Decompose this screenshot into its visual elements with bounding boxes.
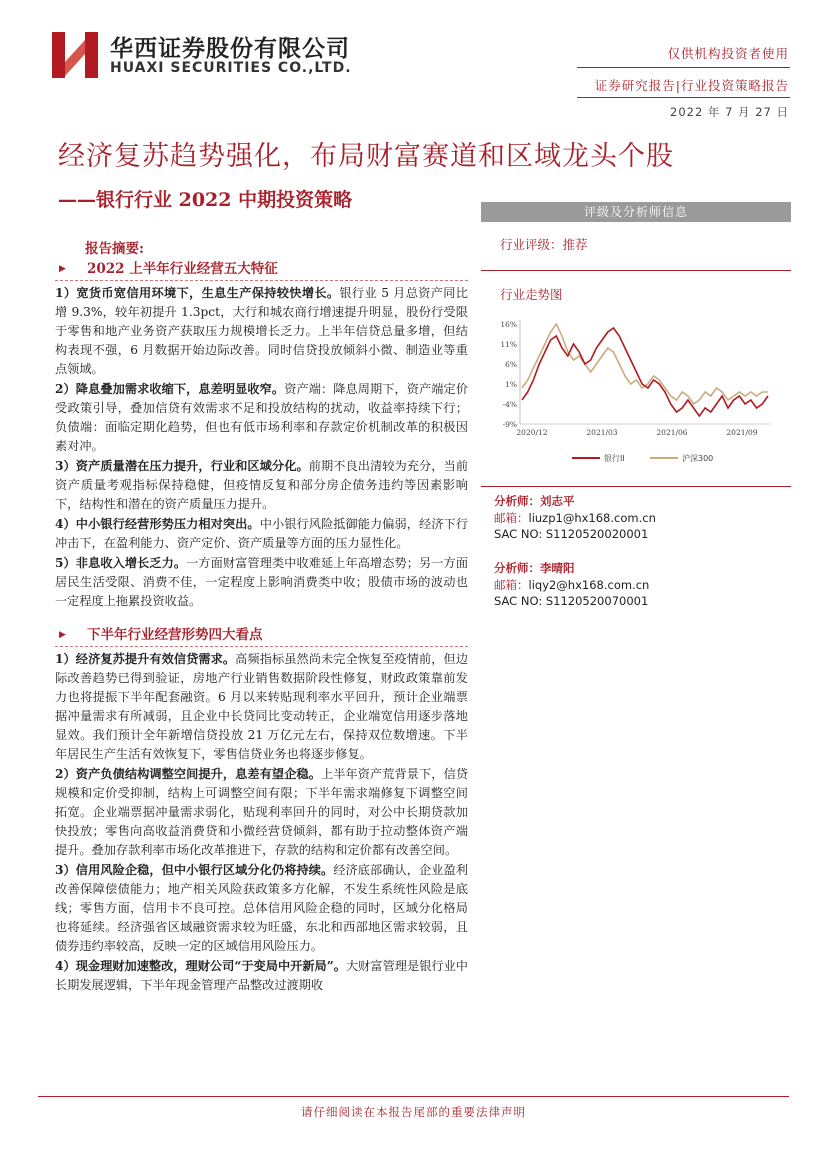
- y-tick-label: 11%: [500, 340, 517, 349]
- header-rule: [577, 67, 790, 68]
- y-tick-label: 1%: [505, 380, 517, 389]
- sub-title: ——银行行业 2022 中期投资策略: [58, 189, 353, 211]
- industry-rating: [500, 235, 588, 253]
- main-title: 经济复苏趋势强化，布局财富赛道和区域龙头个股: [58, 141, 674, 172]
- section-heading: [55, 260, 468, 281]
- x-tick-label: 2020/12: [516, 428, 548, 437]
- summary-column: [55, 240, 468, 996]
- analyst-sac: S1120520070001: [545, 594, 649, 608]
- footer-disclaimer: 请仔细阅读在本报告尾部的重要法律声明: [301, 1105, 526, 1119]
- summary-paragraph: 4）中小银行经营形势压力相对突出。中小银行风险抵御能力偏弱，经济下行冲击下，在盈利能力、资产定价、资产质量等方面的压力显性化。: [55, 517, 469, 550]
- rating-analyst-box: [481, 202, 791, 222]
- email-label: 邮箱：: [494, 577, 529, 592]
- legend-label: 银行II: [604, 454, 625, 463]
- analyst-block: [494, 560, 649, 610]
- series-line: [522, 324, 768, 404]
- legend-label: 沪深300: [682, 454, 714, 463]
- sidebar-rule: [481, 486, 791, 487]
- audience-note: 仅供机构投资者使用: [667, 46, 789, 61]
- summary-paragraph: 4）现金理财加速整改，理财公司“于变局中开新局”。大财富管理是银行业中长期发展逻辑，下半年现金管理产品整改过渡期收: [55, 959, 468, 992]
- trend-chart: [490, 312, 780, 477]
- analyst-label: 分析师：: [494, 494, 540, 508]
- section-heading-text: 2022 上半年行业经营五大特征: [87, 261, 278, 277]
- summary-paragraph: 1）宽货币宽信用环境下，生息生产保持较快增长。银行业 5 月总资产同比增 9.3%，较年初提升 1.3pct，大行和城农商行增速提升明显，股份行受限于零售和地产业务资产获取压力规模增长乏力。上半年信贷总量多增，但结构表现不强，6 月数据开始边际改善。同时信贷投放倾斜小微、制造业等重点领域。: [55, 286, 468, 376]
- analyst-name: 刘志平: [540, 494, 575, 508]
- summary-paragraph: 3）信用风险企稳，但中小银行区域分化仍将持续。经济底部确认，企业盈利改善保障偿债能力；地产相关风险获政策多方化解，不发生系统性风险是底线；零售方面，信用卡不良可控。总体信用风险企稳的同时，区域分化格局也将延续。经济强省区域融资需求较为旺盛，东北和西部地区需求较弱，且债券违约率较高，反映一定的区域信用风险压力。: [55, 863, 469, 953]
- trend-chart-label: 行业走势图: [500, 287, 563, 302]
- rating-value: 推荐: [562, 237, 588, 252]
- y-tick-label: 6%: [505, 360, 517, 369]
- analyst-name: 李晴阳: [540, 561, 575, 575]
- x-tick-label: 2021/06: [656, 428, 688, 437]
- footer-rule: [38, 1096, 789, 1097]
- section-heading-text: 下半年行业经营形势四大看点: [87, 627, 263, 643]
- analyst-email: liuzp1@hx168.com.cn: [528, 510, 656, 525]
- huaxi-logo-icon: [52, 32, 98, 78]
- sac-label: SAC NO:: [494, 527, 546, 541]
- summary-paragraph: 2）资产负债结构调整空间提升，息差有望企稳。上半年资产荒背景下，信贷规模和定价受抑制，结构上可调整空间有限；下半年需求端修复下调整空间拓宽。企业端票据冲量需求弱化，贴现利率回升的同时，对公中长期贷款加快投放；零售向高收益消费贷和小微经营贷倾斜，都有助于拉动整体资产端提升。叠加存款利率市场化改革推进下，存款的结构和定价都有改善空间。: [55, 767, 469, 857]
- box-title: 评级及分析师信息: [481, 202, 791, 222]
- x-tick-label: 2021/03: [586, 428, 618, 437]
- report-date: 2022 年 7 月 27 日: [670, 105, 789, 119]
- summary-label: 报告摘要:: [85, 241, 144, 257]
- triangle-bullet-icon: ▶: [59, 264, 66, 274]
- analyst-email: liqy2@hx168.com.cn: [528, 577, 650, 592]
- sac-label: SAC NO:: [494, 594, 546, 608]
- triangle-bullet-icon: ▶: [59, 630, 66, 640]
- analyst-sac: S1120520020001: [545, 527, 649, 541]
- y-tick-label: -4%: [502, 400, 517, 409]
- report-type: 证券研究报告|行业投资策略报告: [594, 78, 789, 93]
- company-name-en: HUAXI SECURITIES CO.,LTD.: [110, 60, 352, 76]
- header-rule: [577, 97, 790, 98]
- analyst-label: 分析师：: [494, 561, 540, 575]
- analyst-block: [494, 493, 656, 543]
- summary-paragraph: 2）降息叠加需求收缩下，息差明显收窄。资产端：降息周期下，资产端定价受政策引导，叠加信贷有效需求不足和投放结构的扰动，收益率持续下行；负债端：面临定期化趋势，但也有低市场利率和存款定价机制改革的积极因素对冲。: [55, 382, 469, 453]
- y-tick-label: -9%: [502, 420, 517, 429]
- summary-paragraph: 1）经济复苏提升有效信贷需求。高频指标虽然尚未完全恢复至疫情前，但边际改善趋势已得到验证，房地产行业销售数据阶段性修复，财政政策靠前发力也将提振下半年配套融资。6 月以来转贴现利率水平回升，预计企业端票据冲量需求有所减弱，且企业中长贷同比变动转正，企业端宽信用逐步落地显效。我们预计全年新增信贷投放 21 万亿元左右，保持双位数增速。下半年居民生产生活有效恢复下，零售信贷业务也将逐步修复。: [55, 652, 469, 761]
- email-label: 邮箱：: [494, 510, 529, 525]
- section-heading: [55, 626, 468, 647]
- rating-label: 行业评级：: [500, 237, 563, 252]
- series-line: [522, 328, 768, 416]
- y-tick-label: 16%: [500, 320, 517, 329]
- sidebar-rule: [481, 270, 791, 271]
- summary-paragraph: 5）非息收入增长乏力。一方面财富管理类中收难延上年高增态势；另一方面居民生活受限、消费不佳，一定程度上影响消费类中收；股债市场的波动也一定程度上拖累投资收益。: [55, 556, 469, 608]
- x-tick-label: 2021/09: [726, 428, 758, 437]
- summary-paragraph: 3）资产质量潜在压力提升，行业和区域分化。前期不良出清较为充分，当前资产质量考观指标保持稳健，但疫情反复和部分房企债务违约等因素影响下，结构性和潜在的资产质量压力提升。: [55, 459, 469, 511]
- company-name-cn: 华西证券股份有限公司: [110, 36, 350, 62]
